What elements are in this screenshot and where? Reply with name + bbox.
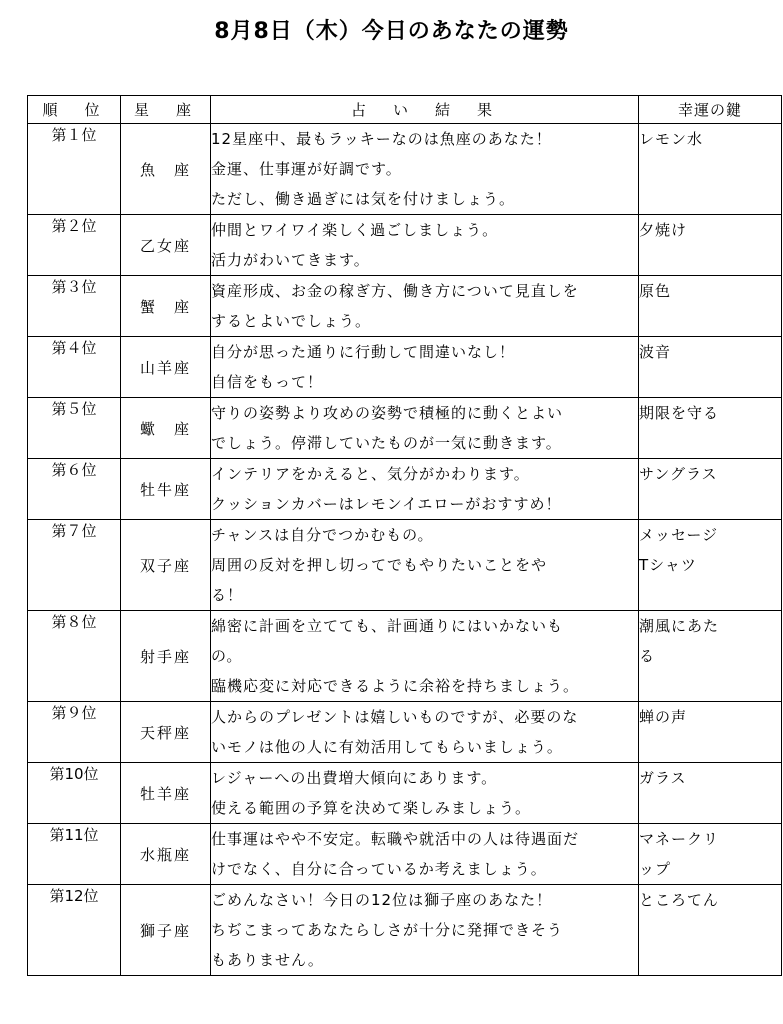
result-cell — [211, 520, 639, 611]
lucky-key-line: る — [639, 647, 656, 665]
result-line: けでなく、自分に合っているか考えましょう。 — [211, 860, 547, 878]
sign-cell: 乙女座 — [121, 215, 211, 276]
result-line: 守りの姿勢より攻めの姿勢で積極的に動くとよい — [211, 404, 564, 422]
rank-cell: 第１位 — [28, 124, 121, 215]
result-line: 使える範囲の予算を決めて楽しみましょう。 — [211, 799, 532, 817]
result-line: 活力がわいてきます。 — [211, 251, 370, 269]
lucky-key-line: ップ — [639, 860, 672, 878]
sign-cell: 水瓶座 — [121, 824, 211, 885]
lucky-key-line: 原色 — [639, 282, 672, 300]
result-line: ただし、働き過ぎには気を付けましょう。 — [211, 190, 516, 208]
lucky-key-line: 蝉の声 — [639, 708, 688, 726]
rank-cell: 第12位 — [28, 885, 121, 976]
lucky-key-line: Tシャツ — [639, 556, 697, 574]
result-cell — [211, 611, 639, 702]
sign-cell: 牡牛座 — [121, 459, 211, 520]
table-row — [28, 215, 782, 276]
table-header-row — [28, 96, 782, 124]
table-row — [28, 124, 782, 215]
lucky-key-cell — [639, 398, 782, 459]
result-line: 綿密に計画を立てても、計画通りにはいかないも — [211, 617, 564, 635]
result-line: 仲間とワイワイ楽しく過ごしましょう。 — [211, 221, 499, 239]
page-title: 8月8日（木）今日のあなたの運勢 — [214, 19, 569, 44]
sign-cell: 蠍 座 — [121, 398, 211, 459]
lucky-key-cell — [639, 702, 782, 763]
lucky-key-cell — [639, 337, 782, 398]
lucky-key-cell — [639, 763, 782, 824]
result-line: 自分が思った通りに行動して間違いなし！ — [211, 343, 516, 361]
result-cell — [211, 459, 639, 520]
result-line: 周囲の反対を押し切ってでもやりたいことをや — [211, 556, 548, 574]
sign-cell: 山羊座 — [121, 337, 211, 398]
rank-cell: 第５位 — [28, 398, 121, 459]
rank-cell: 第４位 — [28, 337, 121, 398]
key-header: 幸運の鍵 — [639, 96, 782, 124]
result-cell — [211, 885, 639, 976]
result-line: するとよいでしょう。 — [211, 312, 372, 330]
lucky-key-cell — [639, 611, 782, 702]
result-line: もありません。 — [211, 951, 324, 969]
sign-cell: 双子座 — [121, 520, 211, 611]
rank-cell: 第３位 — [28, 276, 121, 337]
sign-cell: 魚 座 — [121, 124, 211, 215]
lucky-key-line: メッセージ — [639, 526, 719, 544]
result-cell — [211, 337, 639, 398]
rank-cell: 第２位 — [28, 215, 121, 276]
result-line: 臨機応変に対応できるように余裕を持ちましょう。 — [211, 677, 580, 695]
fortune-table — [27, 95, 782, 976]
lucky-key-cell — [639, 459, 782, 520]
sign-cell: 獅子座 — [121, 885, 211, 976]
table-row — [28, 611, 782, 702]
table-row — [28, 824, 782, 885]
table-row — [28, 520, 782, 611]
result-line: 金運、仕事運が好調です。 — [211, 160, 402, 178]
table-row — [28, 885, 782, 976]
table-row — [28, 702, 782, 763]
result-cell — [211, 702, 639, 763]
table-row — [28, 398, 782, 459]
rank-cell: 第６位 — [28, 459, 121, 520]
result-line: インテリアをかえると、気分がかわります。 — [211, 465, 530, 483]
result-line: 仕事運はやや不安定。転職や就活中の人は待遇面だ — [211, 830, 580, 848]
lucky-key-line: ところてん — [639, 891, 719, 909]
result-line: 12星座中、最もラッキーなのは魚座のあなた！ — [211, 130, 552, 148]
result-line: チャンスは自分でつかむもの。 — [211, 526, 434, 544]
result-line: る！ — [211, 586, 244, 604]
sign-cell: 蟹 座 — [121, 276, 211, 337]
lucky-key-cell — [639, 215, 782, 276]
lucky-key-line: 波音 — [639, 343, 672, 361]
rank-cell: 第11位 — [28, 824, 121, 885]
result-cell — [211, 215, 639, 276]
result-cell — [211, 824, 639, 885]
result-line: ごめんなさい！今日の12位は獅子座のあなた！ — [211, 891, 553, 909]
lucky-key-cell — [639, 276, 782, 337]
rank-cell: 第９位 — [28, 702, 121, 763]
lucky-key-line: 期限を守る — [639, 404, 720, 422]
lucky-key-cell — [639, 824, 782, 885]
result-line: 自信をもって！ — [211, 373, 324, 391]
result-cell — [211, 124, 639, 215]
table-row — [28, 763, 782, 824]
result-line: の。 — [211, 647, 243, 665]
rank-cell: 第10位 — [28, 763, 121, 824]
sign-cell: 牡羊座 — [121, 763, 211, 824]
lucky-key-line: レモン水 — [639, 130, 704, 148]
lucky-key-cell — [639, 124, 782, 215]
result-line: いモノは他の人に有効活用してもらいましょう。 — [211, 738, 563, 756]
result-cell — [211, 398, 639, 459]
result-header: 占 い 結 果 — [211, 96, 639, 124]
result-line: でしょう。停滞していたものが一気に動きます。 — [211, 434, 562, 452]
result-line: ちぢこまってあなたらしさが十分に発揮できそう — [211, 921, 564, 939]
sign-cell: 射手座 — [121, 611, 211, 702]
table-row — [28, 459, 782, 520]
result-line: 資産形成、お金の稼ぎ方、働き方について見直しを — [211, 282, 579, 300]
result-cell — [211, 276, 639, 337]
sign-cell: 天秤座 — [121, 702, 211, 763]
lucky-key-line: ガラス — [639, 769, 687, 787]
lucky-key-line: マネークリ — [639, 830, 720, 848]
lucky-key-line: 夕焼け — [639, 221, 688, 239]
result-cell — [211, 763, 639, 824]
lucky-key-cell — [639, 885, 782, 976]
rank-cell: 第７位 — [28, 520, 121, 611]
rank-cell: 第８位 — [28, 611, 121, 702]
table-row — [28, 337, 782, 398]
sign-header: 星 座 — [121, 96, 211, 124]
result-line: 人からのプレゼントは嬉しいものですが、必要のな — [211, 708, 579, 726]
lucky-key-line: 潮風にあた — [639, 617, 720, 635]
lucky-key-cell — [639, 520, 782, 611]
rank-header: 順 位 — [28, 96, 121, 124]
lucky-key-line: サングラス — [639, 465, 718, 483]
result-line: レジャーへの出費増大傾向にあります。 — [211, 769, 498, 787]
result-line: クッションカバーはレモンイエローがおすすめ！ — [211, 495, 562, 513]
table-row — [28, 276, 782, 337]
